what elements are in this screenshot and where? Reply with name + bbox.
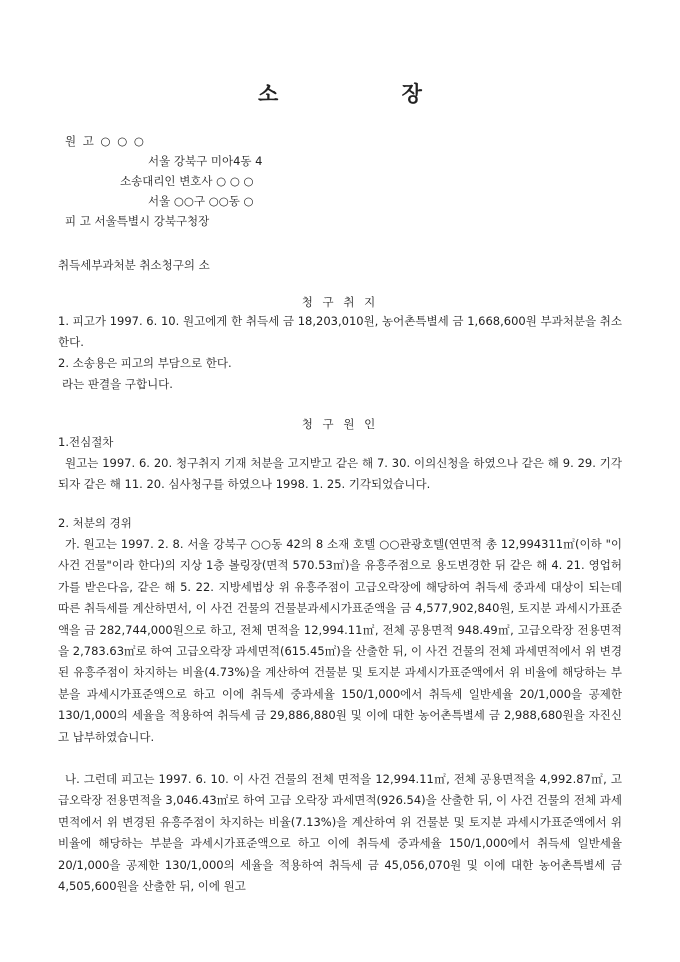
section-1-title: 1.전심절차 <box>58 435 114 449</box>
paragraph-na: 나. 그런데 피고는 1997. 6. 10. 이 사건 건물의 전체 면적을 12,994.11㎡, 전체 공용면적을 4,992.87㎡, 고급오락장 전용면적을 3,046.43㎡로 하여 고급 오락장 과세면적(926.54)을 산출한 뒤, 이 사건 건물의 전체 과세면적에서 위 변경된 유흥주점이 차지하는 비율(7.13%)을 계산하여 위 건물분 및 토지분 과세시가표준액에서 위 비율에 해당하는 부분을 과세시가표준액으로 하고 이에 취득세 중과세율 150/1,000에서 취득세 일반세율 20/1,000을 공제한 130/1,000의 세율을 적용하여 취득세 금 45,056,070원 및 이에 대한 농어촌특별세 금 4,505,600원을 산출한 뒤, 이에 원고 <box>58 772 622 894</box>
claim-closing: 라는 판결을 구합니다. <box>62 377 173 391</box>
section-1-text: 원고는 1997. 6. 20. 청구취지 기재 처분을 고지받고 같은 해 7. 30. 이의신청을 하였으나 같은 해 9. 29. 기각되자 같은 해 11. 20. 심사청구를 하였으나 1998. 1. 25. 기각되었습니다. <box>58 456 622 492</box>
section-2-title: 2. 처분의 경위 <box>58 516 132 530</box>
paragraph-ga: 가. 원고는 1997. 2. 8. 서울 강북구 ○○동 42의 8 소재 호텔 ○○관광호텔(연면적 총 12,994311㎡(이하 "이 사건 건물"이라 한다)의 지상 1층 볼링장(면적 570.53㎡)을 유흥주점으로 용도변경한 뒤 같은 해 4. 21. 영업허가를 받은다음, 같은 해 5. 22. 지방세법상 위 유흥주점이 고급오락장에 해당하여 취득세 중과세 대상이 되는데 따른 취득세를 계산하면서, 이 사건 건물의 건물분과세시가표준액을 금 4,577,902,840원, 토지분 과세시가표준액을 금 282,744,000원으로 하고, 전체 면적을 12,994.11㎡, 전체 공용면적 948.49㎡, 고급오락장 전용면적을 2,783.63㎡로 하여 고급오락장 과세면적(615.45㎡)을 산출한 뒤, 이 사건 건물의 전체 과세면적에서 위 변경된 유흥주점이 차지하는 비율(4.73%)을 계산하여 건물분 및 토지분 과세시가표준액에서 위 비율에 해당하는 부분을 과세시가표준액으로 하고 이에 취득세 중과세율 150/1,000에서 취득세 일반세율 20/1,000을 공제한 130/1,000의 세율을 적용하여 취득세 금 29,886,880원 및 이에 대한 농어촌특별세 금 2,988,680원을 자진신고 납부하였습니다. <box>58 537 622 744</box>
plaintiff-address: 서울 강북구 미아4동 4 <box>148 154 263 168</box>
counsel-address: 서울 ○○구 ○○동 ○ <box>148 194 254 208</box>
document-title: 소 장 <box>258 81 480 106</box>
defendant-line: 피 고 서울특별시 강북구청장 <box>65 214 210 228</box>
case-name: 취득세부과처분 취소청구의 소 <box>58 258 210 272</box>
counsel-line: 소송대리인 변호사 ○ ○ ○ <box>120 174 254 188</box>
claim-item-1: 1. 피고가 1997. 6. 10. 원고에게 한 취득세 금 18,203,010원, 농어촌특별세 금 1,668,600원 부과처분을 취소한다. <box>58 314 622 350</box>
plaintiff-line: 원 고 ○ ○ ○ <box>65 134 146 148</box>
claim-heading: 청 구 취 지 <box>301 295 379 309</box>
grounds-heading: 청 구 원 인 <box>301 417 379 431</box>
claim-item-2: 2. 소송용은 피고의 부담으로 한다. <box>58 356 232 370</box>
